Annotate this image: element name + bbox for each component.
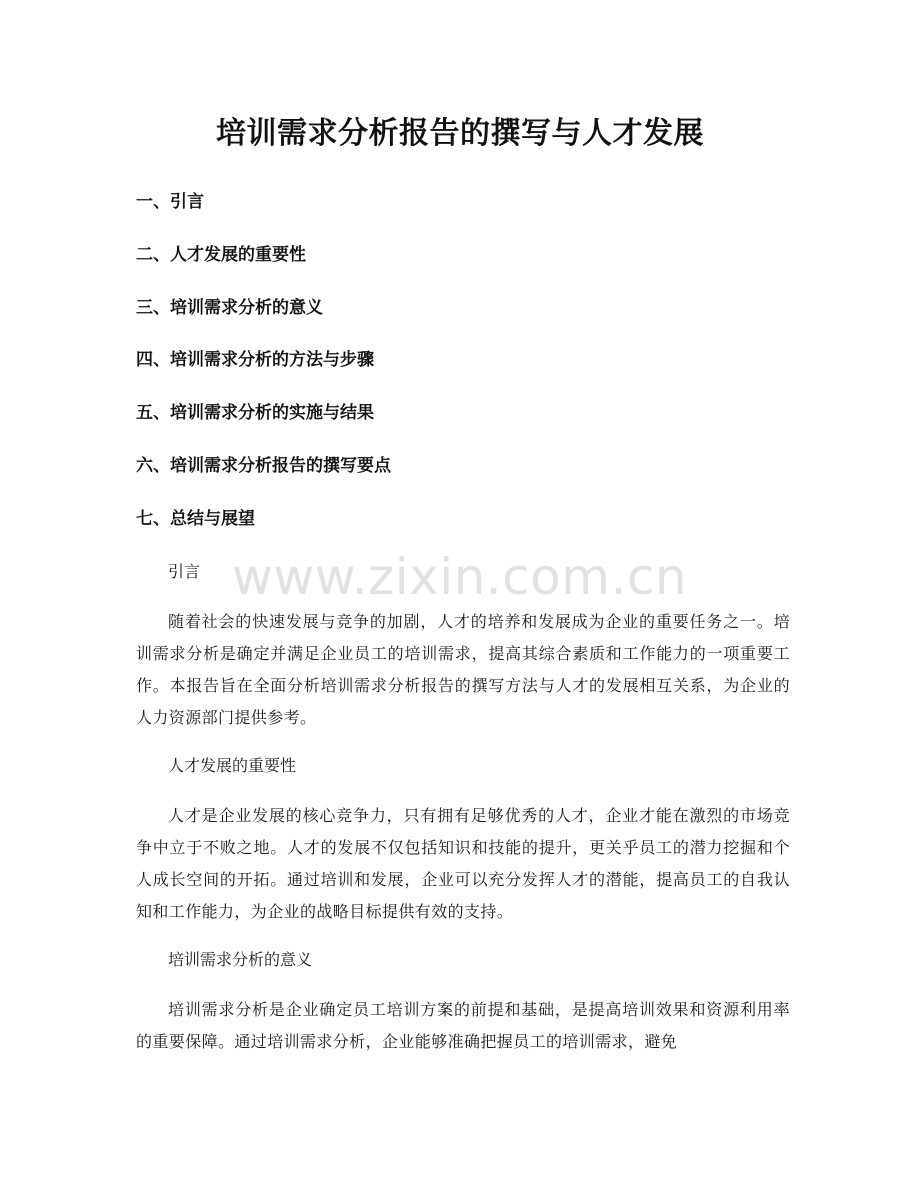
watermark-text: www.zixin.com.cn [232,548,688,606]
toc-item-intro: 一、引言 [136,192,204,212]
toc-item-talent-importance: 二、人才发展的重要性 [136,244,306,265]
toc-item-analysis-meaning: 三、培训需求分析的意义 [136,297,323,318]
table-of-contents [136,188,796,558]
document-title: 培训需求分析报告的撰写与人才发展 [216,116,704,151]
section-heading-talent-importance: 人才发展的重要性 [168,756,297,775]
toc-item-methods-steps: 四、培训需求分析的方法与步骤 [136,350,374,371]
toc-item-implementation-results: 五、培训需求分析的实施与结果 [136,403,374,424]
section-heading-analysis-meaning: 培训需求分析的意义 [168,950,313,969]
toc-item-summary-outlook: 七、总结与展望 [136,508,255,529]
section-paragraph-intro: 随着社会的快速发展与竞争的加剧，人才的培养和发展成为企业的重要任务之一。培训需求分析是确定并满足企业员工的培训需求，提高其综合素质和工作能力的一项重要工作。本报告旨在全面分析培训需求分析报告的撰写方法与人才的发展相互关系，为企业的人力资源部门提供参考。 [136,612,790,727]
document-body [136,558,790,1076]
toc-item-report-writing-points: 六、培训需求分析报告的撰写要点 [136,455,391,476]
section-paragraph-talent-importance: 人才是企业发展的核心竞争力，只有拥有足够优秀的人才，企业才能在激烈的市场竞争中立于不败之地。人才的发展不仅包括知识和技能的提升，更关乎员工的潜力挖掘和个人成长空间的开拓。通过培训和发展，企业可以充分发挥人才的潜能，提高员工的自我认知和工作能力，为企业的战略目标提供有效的支持。 [136,806,790,921]
section-heading-intro: 引言 [168,562,201,581]
section-paragraph-analysis-meaning: 培训需求分析是企业确定员工培训方案的前提和基础，是提高培训效果和资源利用率的重要保障。通过培训需求分析，企业能够准确把握员工的培训需求，避免 [136,1000,790,1051]
